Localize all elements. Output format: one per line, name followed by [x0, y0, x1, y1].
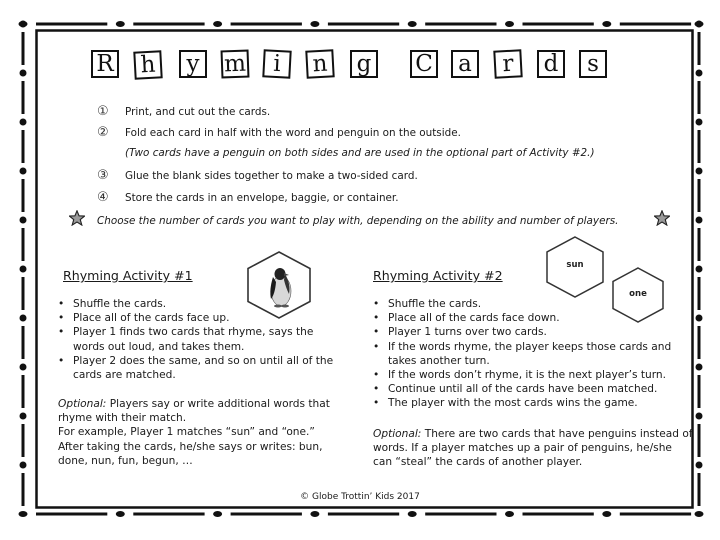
border-dot	[20, 21, 27, 28]
border-dot	[116, 21, 125, 27]
border-dot	[20, 217, 27, 224]
border-dot	[696, 364, 703, 371]
border-dot	[116, 511, 125, 517]
title-letter-tile: C	[410, 50, 438, 78]
list-item: • Continue until all of the cards have been matched.	[372, 382, 690, 396]
activity-1-steps	[57, 297, 337, 382]
step-number: ①	[97, 104, 109, 119]
example-line: For example, Player 1 matches “sun” and “one.”	[58, 426, 315, 439]
border-dot	[696, 413, 703, 420]
title-letter-tile: i	[262, 49, 291, 78]
list-item: • Place all of the cards face up.	[57, 311, 337, 325]
list-item: • Place all of the cards face down.	[372, 311, 690, 325]
border-dot	[696, 70, 703, 77]
activity-2-optional	[373, 427, 693, 470]
after-line: After taking the cards, he/she says or writes: bun, done, nun, fun, begun, …	[58, 440, 323, 467]
title-letter-tile: n	[305, 49, 334, 78]
border-dot	[696, 462, 703, 469]
border-dot	[696, 21, 703, 28]
step-number: ③	[97, 168, 109, 183]
border-dot	[20, 364, 27, 371]
title-letter-tile: r	[493, 49, 522, 78]
border-dot	[20, 315, 27, 322]
optional-text: Players say or write additional words that rhyme with their match.	[58, 398, 330, 425]
border-dot	[310, 21, 319, 27]
border-dot	[20, 70, 27, 77]
title-letter-tile: s	[579, 50, 607, 78]
border-dot	[696, 315, 703, 322]
activity-2-heading: Rhyming Activity #2	[373, 268, 503, 283]
border-dot	[408, 511, 417, 517]
list-item: • If the words rhyme, the player keeps those cards and takes another turn.	[372, 340, 690, 368]
step-text: Glue the blank sides together to make a two-sided card.	[125, 170, 418, 182]
list-item: • Player 2 does the same, and so on until all of the cards are matched.	[57, 354, 337, 382]
title-letter-tile: m	[221, 50, 250, 79]
title-letter-tile: a	[451, 50, 479, 78]
border-dot	[695, 511, 704, 517]
step-text: Print, and cut out the cards.	[125, 106, 271, 118]
copyright-footer: © Globe Trottin’ Kids 2017	[300, 492, 420, 502]
border-dot	[408, 21, 417, 27]
title-letter-tile: g	[350, 50, 378, 78]
step-1	[97, 104, 270, 119]
list-item: • Player 1 turns over two cards.	[372, 325, 690, 339]
word-card-one-label: one	[629, 289, 647, 299]
border-dot	[19, 511, 28, 517]
step-note: (Two cards have a penguin on both sides and are used in the optional part of Activity #2.)	[125, 147, 595, 159]
word-card-sun-label: sun	[566, 260, 584, 270]
star-icon	[654, 210, 670, 226]
activity-1-heading: Rhyming Activity #1	[63, 268, 193, 283]
list-item: • The player with the most cards wins the game.	[372, 396, 690, 410]
border-dot	[20, 462, 27, 469]
title-letter-tile: d	[537, 50, 565, 78]
step-2	[97, 125, 461, 140]
border-dot	[696, 168, 703, 175]
border-dot	[310, 511, 319, 517]
border-dot	[602, 21, 611, 27]
optional-label: Optional:	[58, 398, 107, 410]
border-dot	[505, 21, 514, 27]
title-letter-tile: R	[91, 50, 119, 78]
star-icon	[69, 210, 85, 226]
border-dot	[696, 217, 703, 224]
step-text: Store the cards in an envelope, baggie, or container.	[125, 192, 399, 204]
border-dot	[20, 119, 27, 126]
border-dot	[20, 168, 27, 175]
step-number: ②	[97, 125, 109, 140]
border-dot	[213, 21, 222, 27]
border-dot	[20, 413, 27, 420]
optional-label: Optional:	[373, 428, 422, 440]
list-item: • Shuffle the cards.	[372, 297, 690, 311]
list-item: • Player 1 finds two cards that rhyme, says the words out loud, and takes them.	[57, 325, 337, 353]
activity-2-steps	[372, 297, 690, 411]
optional-text: There are two cards that have penguins instead of words. If a player matches up a pair of penguins, he/she can “steal” the cards of another player.	[373, 428, 693, 469]
border-dot	[602, 511, 611, 517]
border-dot	[696, 119, 703, 126]
list-item: • If the words don’t rhyme, it is the next player’s turn.	[372, 368, 690, 382]
step-4	[97, 190, 399, 205]
list-item: • Shuffle the cards.	[57, 297, 337, 311]
title-letter-tile: y	[179, 50, 207, 78]
border-dot	[505, 511, 514, 517]
title-letter-tile: h	[133, 50, 162, 79]
step-number: ④	[97, 190, 109, 205]
step-text: Fold each card in half with the word and penguin on the outside.	[125, 127, 461, 139]
border-dot	[696, 266, 703, 273]
border-dot	[213, 511, 222, 517]
step-3	[97, 168, 418, 183]
choose-note: Choose the number of cards you want to play with, depending on the ability and number of players.	[97, 215, 619, 227]
border-dot	[20, 266, 27, 273]
activity-1-optional	[58, 397, 338, 468]
